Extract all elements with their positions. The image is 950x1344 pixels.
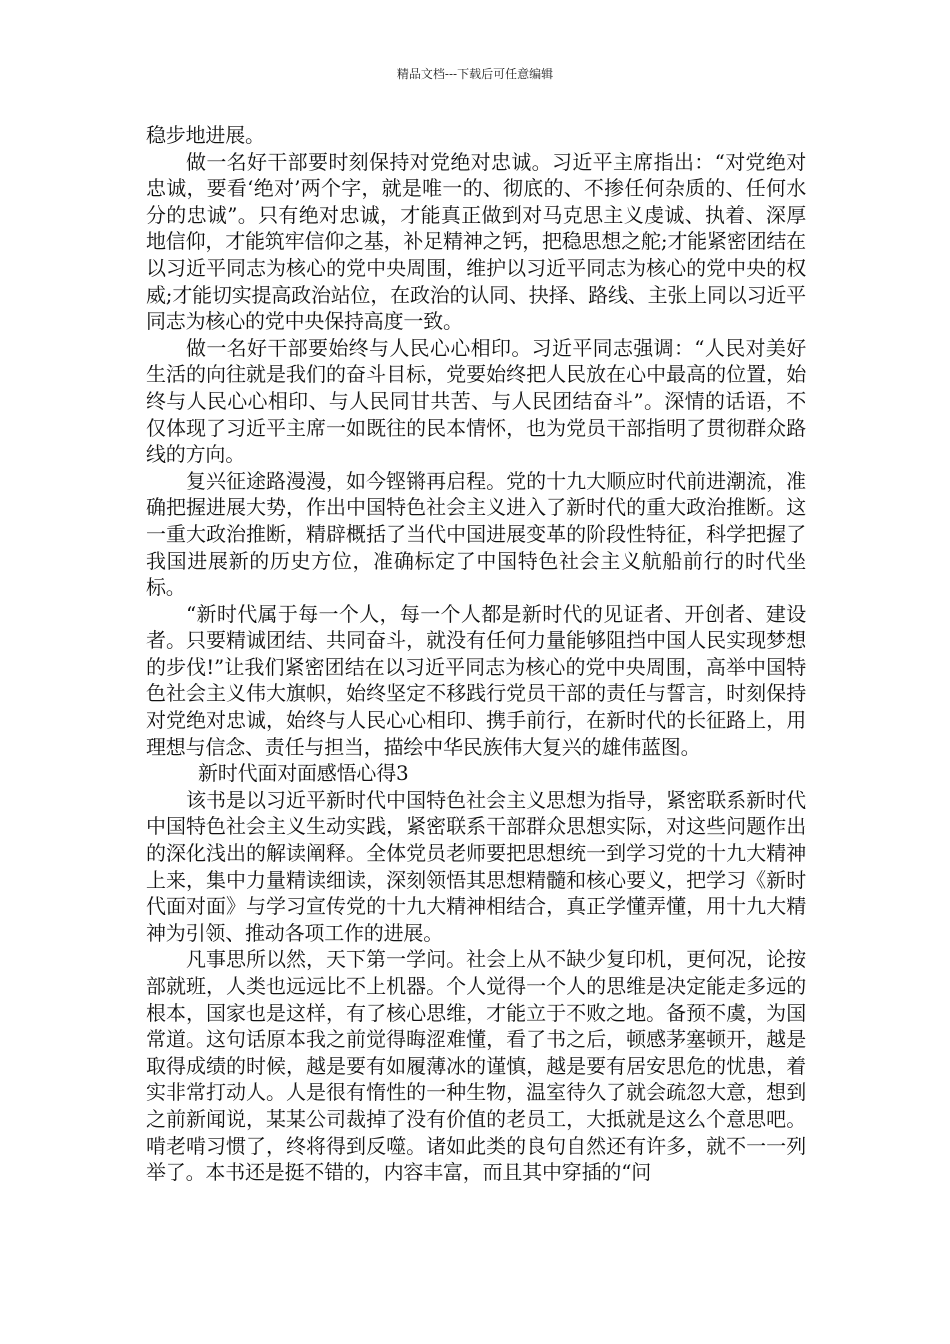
document-body	[146, 122, 806, 1186]
paragraph-people: 做一名好干部要始终与人民心心相印。习近平同志强调：“人民对美好生活的向往就是我们的奋斗目标，党要始终把人民放在心中最高的位置，始终与人民心心相印、与人民同甘共苦、与人民团结奋斗”。深情的话语，不仅体现了习近平主席一如既往的民本情怀，也为党员干部指明了贯彻群众路线的方向。	[146, 335, 806, 467]
paragraph-loyalty: 做一名好干部要时刻保持对党绝对忠诚。习近平主席指出：“对党绝对忠诚，要看‘绝对’两个字，就是唯一的、彻底的、不掺任何杂质的、任何水分的忠诚”。只有绝对忠诚，才能真正做到对马克思主义虔诚、执着、深厚地信仰，才能筑牢信仰之基，补足精神之钙，把稳思想之舵;才能紧密团结在以习近平同志为核心的党中央周围，维护以习近平同志为核心的党中央的权威;才能切实提高政治站位，在政治的认同、抉择、路线、主张上同以习近平同志为核心的党中央保持高度一致。	[146, 149, 806, 334]
paragraph-new-era: “新时代属于每一个人，每一个人都是新时代的见证者、开创者、建设者。只要精诚团结、共同奋斗，就没有任何力量能够阻挡中国人民实现梦想的步伐!”让我们紧密团结在以习近平同志为核心的党中央周围，高举中国特色社会主义伟大旗帜，始终坚定不移践行党员干部的责任与誓言，时刻保持对党绝对忠诚，始终与人民心心相印、携手前行，在新时代的长征路上，用理想与信念、责任与担当，描绘中华民族伟大复兴的雄伟蓝图。	[146, 601, 806, 759]
paragraph-reflection: 凡事思所以然，天下第一学问。社会上从不缺少复印机，更何况，论按部就班，人类也远远比不上机器。个人觉得一个人的思维是决定能走多远的根本，国家也是这样，有了核心思维，才能立于不败之地。备预不虞，为国常道。这句话原本我之前觉得晦涩难懂，看了书之后，顿感茅塞顿开，越是取得成绩的时候，越是要有如履薄冰的谨慎，越是要有居安思危的忧患，着实非常打动人。人是很有惰性的一种生物，温室待久了就会疏忽大意，想到之前新闻说，某某公司裁掉了没有价值的老员工，大抵就是这么个意思吧。啃老啃习惯了，终将得到反噬。诸如此类的良句自然还有许多，就不一一列举了。本书还是挺不错的，内容丰富，而且其中穿插的“问	[146, 947, 806, 1185]
page-header: 精品文档---下载后可任意编辑	[396, 67, 554, 81]
paragraph-book-intro: 该书是以习近平新时代中国特色社会主义思想为指导，紧密联系新时代中国特色社会主义生动实践，紧密联系干部群众思想实际，对这些问题作出的深化浅出的解读阐释。全体党员老师要把思想统一到学习党的十九大精神上来，集中力量精读细读，深刻领悟其思想精髓和核心要义，把学习《新时代面对面》与学习宣传党的十九大精神相结合，真正学懂弄懂，用十九大精神为引领、推动各项工作的进展。	[146, 787, 806, 945]
paragraph-continuation: 稳步地进展。	[146, 123, 265, 147]
section-heading: 新时代面对面感悟心得3	[198, 761, 409, 786]
paragraph-revival: 复兴征途路漫漫，如今铿锵再启程。党的十九大顺应时代前进潮流，准确把握进展大势，作出中国特色社会主义进入了新时代的重大政治推断。这一重大政治推断，精辟概括了当代中国进展变革的阶段性特征，科学把握了我国进展新的历史方位，准确标定了中国特色社会主义航船前行的时代坐标。	[146, 468, 806, 600]
